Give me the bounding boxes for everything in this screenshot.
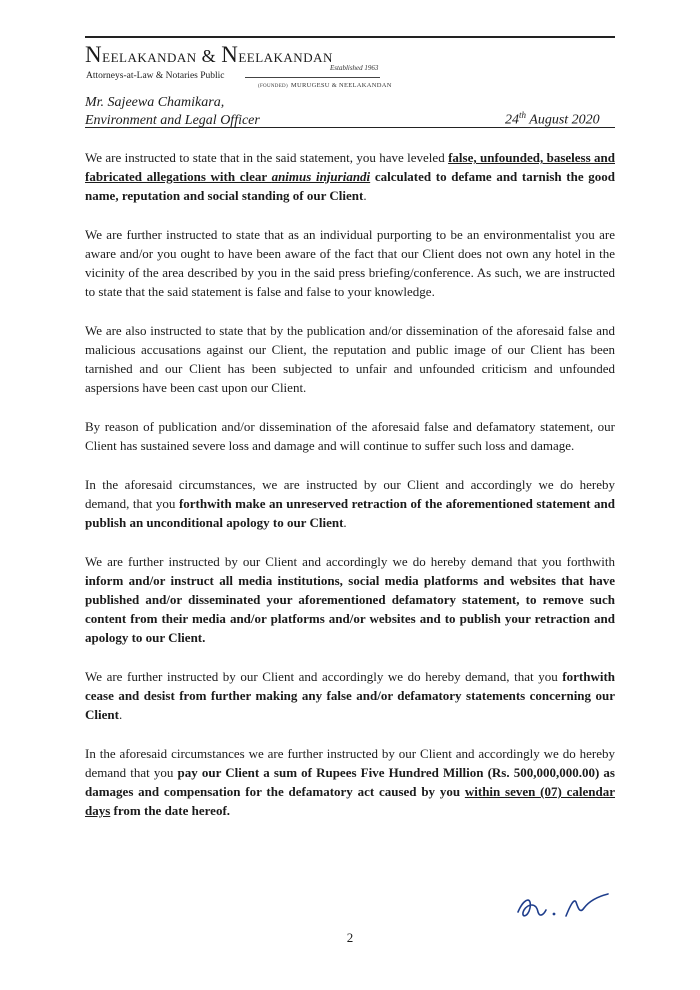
page-number: 2 xyxy=(346,930,354,945)
recipient-block xyxy=(85,94,260,130)
paragraph-3: We are also instructed to state that by the publication and/or dissemination of the aforesaid false and malicious accusations against our Client, the reputation and public image of our Client has been tarnished and our Client has been subjected to unfair and unfounded criticism and unfounded aspersions have been cast upon our Client. xyxy=(85,323,615,395)
recipient-title: Environment and Legal Officer xyxy=(85,113,260,128)
paragraph-1: We are instructed to state that in the said statement, you have leveled false, unfounded, baseless and fabricated allegations with clear animus injuriandi calculated to defame and tarnish the good name, reputation and social standing of our Client. xyxy=(85,150,615,203)
firm-tagline: Attorneys-at-Law & Notaries Public xyxy=(86,71,225,81)
tagline-rule xyxy=(245,77,380,78)
paragraph-4: By reason of publication and/or dissemination of the aforesaid false and defamatory statement, our Client has sustained severe loss and damage and will continue to suffer such loss and damage. xyxy=(85,419,615,453)
paragraph-8: In the aforesaid circumstances we are further instructed by our Client and accordingly we do hereby demand that you pay our Client a sum of Rupees Five Hundred Million (Rs. 500,000,000.00) as damages and compensation for the defamatory act caused by you within seven (07) calendar days from the date hereof. xyxy=(85,746,615,818)
paragraph-6: We are further instructed by our Client and accordingly we do hereby demand that you forthwith inform and/or instruct all media institutions, social media platforms and websites that have published and/or disseminated your aforementioned defamatory statement, to remove such content from their media and/or platforms and/or websites and to publish your retraction and apology to our Client. xyxy=(85,554,615,645)
paragraph-5: In the aforesaid circumstances, we are instructed by our Client and accordingly we do hereby demand, that you forthwith make an unreserved retraction of the aforementioned statement and publish an unconditional apology to our Client. xyxy=(85,477,615,530)
paragraph-7: We are further instructed by our Client and accordingly we do hereby demand, that you forthwith cease and desist from further making any false and/or defamatory statements concerning our Client. xyxy=(85,669,615,722)
firm-name: Neelakandan & Neelakandan xyxy=(85,42,333,67)
letterhead-top-rule xyxy=(85,36,615,38)
paragraph-2: We are further instructed to state that as an individual purporting to be an environmentalist you are aware and/or you ought to have been aware of the fact that our Client does not own any hotel in the vicinity of the area described by you in the said press briefing/conference. As such, we are instructed to state that the said statement is false and false to your knowledge. xyxy=(85,227,615,299)
letter-body xyxy=(85,148,615,840)
letter-date: 24th August 2020 xyxy=(505,110,600,128)
established-note: Established 1963 xyxy=(330,64,379,72)
founders-line: (FOUNDED) MURUGESU & NEELAKANDAN xyxy=(258,82,392,89)
recipient-name: Mr. Sajeewa Chamikara, xyxy=(85,95,225,110)
header-underline xyxy=(85,127,615,128)
signature-initials xyxy=(510,888,620,924)
